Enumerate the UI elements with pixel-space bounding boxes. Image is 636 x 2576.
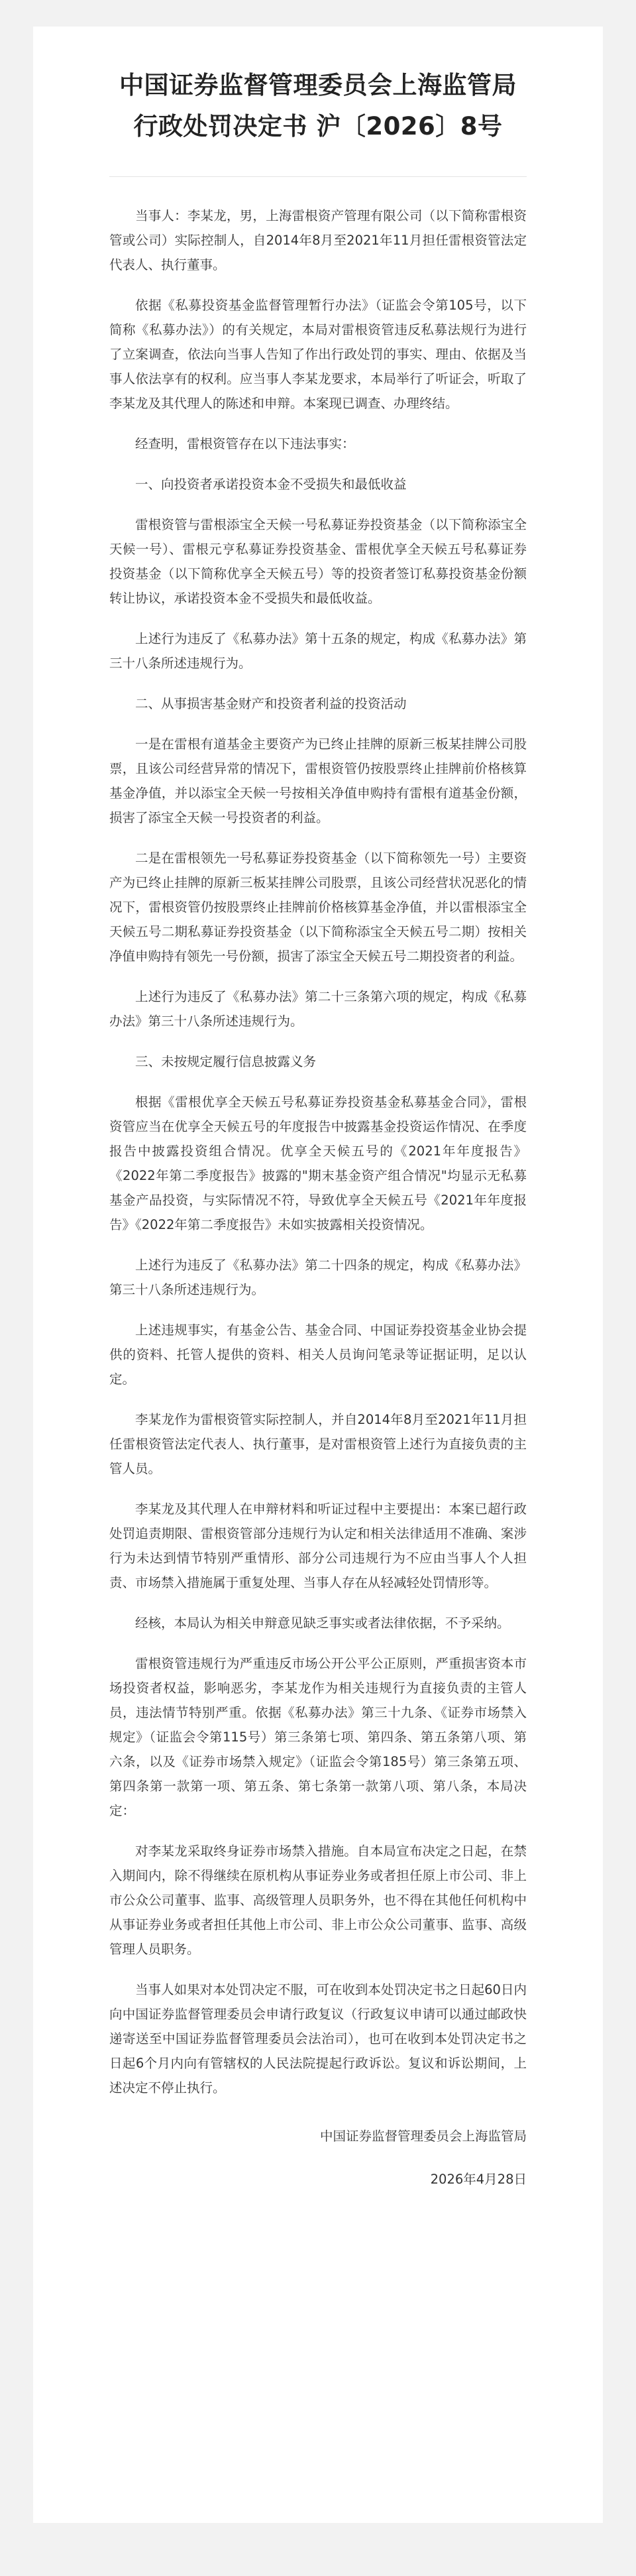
title-divider bbox=[109, 176, 527, 177]
paragraph-review: 经核，本局认为相关申辩意见缺乏事实或者法律依据，不予采纳。 bbox=[135, 1615, 510, 1631]
issuing-authority: 中国证券监督管理委员会上海监管局 bbox=[319, 2129, 527, 2144]
paragraph-violation-2: 上述行为违反了《私募办法》第二十三条第六项的规定，构成《私募办法》第三十八条所述违规行为。 bbox=[109, 989, 527, 1029]
paragraph-decision: 对李某龙采取终身证券市场禁入措施。自本局宣布决定之日起，在禁入期间内，除不得继续在原机构从事证券业务或者担任原上市公司、非上市公众公司董事、监事、高级管理人员职务外，也不得在其他任何机构中从事证券业务或者担任其他上市公司、非上市公众公司董事、监事、高级管理人员职务。 bbox=[109, 1844, 527, 1957]
document-title bbox=[109, 65, 527, 147]
document-body bbox=[109, 204, 527, 2100]
paragraph-fact-3: 根据《雷根优享全天候五号私募证券投资基金私募基金合同》，雷根资管应当在优享全天候五号的年度报告中披露基金投资运作情况、在季度报告中披露投资组合情况。优享全天候五号的《2021年年度报告》《2022年第二季度报告》披露的"期末基金资产组合情况"均显示无私募基金产品投资，与实际情况不符，导致优享全天候五号《2021年年度报告》《2022年第二季度报告》未如实披露相关投资情况。 bbox=[109, 1094, 527, 1232]
paragraph-party: 当事人：李某龙，男，上海雷根资产管理有限公司（以下简称雷根资管或公司）实际控制人，自2014年8月至2021年11月担任雷根资管法定代表人、执行董事。 bbox=[109, 208, 527, 272]
paragraph-fact-2a: 一是在雷根有道基金主要资产为已终止挂牌的原新三板某挂牌公司股票，且该公司经营异常的情况下，雷根资管仍按股票终止挂牌前价格核算基金净值，并以添宝全天候一号按相关净值申购持有雷根有道基金份额，损害了添宝全天候一号投资者的利益。 bbox=[109, 736, 527, 825]
paragraph-appeal: 当事人如果对本处罚决定不服，可在收到本处罚决定书之日起60日内向中国证券监督管理委员会申请行政复议（行政复议申请可以通过邮政快递寄送至中国证券监督管理委员会法治司），也可在收到本处罚决定书之日起6个月内向有管辖权的人民法院提起行政诉讼。复议和诉讼期间，上述决定不停止执行。 bbox=[109, 1982, 527, 2095]
section-heading-1: 一、向投资者承诺投资本金不受损失和最低收益 bbox=[135, 477, 407, 492]
paragraph-basis: 依据《私募投资基金监督管理暂行办法》（证监会令第105号，以下简称《私募办法》）的有关规定，本局对雷根资管违反私募法规行为进行了立案调查，依法向当事人告知了作出行政处罚的事实、理由、依据及当事人依法享有的权利。应当事人李某龙要求，本局举行了听证会，听取了李某龙及其代理人的陈述和申辩。本案现已调查、办理终结。 bbox=[109, 298, 527, 411]
paragraph-violation-3: 上述行为违反了《私募办法》第二十四条的规定，构成《私募办法》第三十八条所述违规行为。 bbox=[109, 1258, 527, 1297]
paragraph-legal-basis: 雷根资管违规行为严重违反市场公开公平公正原则，严重损害资本市场投资者权益，影响恶劣，李某龙作为相关违规行为直接负责的主管人员，违法情节特别严重。依据《私募办法》第三十九条、《证券市场禁入规定》（证监会令第115号）第三条第七项、第四条、第五条第八项、第六条，以及《证券市场禁入规定》（证监会令第185号）第三条第五项、第四条第一款第一项、第五条、第七条第一款第八项、第八条，本局决定： bbox=[109, 1656, 527, 1818]
document-title-line-1: 中国证券监督管理委员会上海监管局 bbox=[119, 71, 517, 99]
section-heading-2: 二、从事损害基金财产和投资者利益的投资活动 bbox=[135, 696, 407, 711]
paragraph-fact-1: 雷根资管与雷根添宝全天候一号私募证券投资基金（以下简称添宝全天候一号）、雷根元亨私募证券投资基金、雷根优享全天候五号私募证券投资基金（以下简称优享全天候五号）等的投资者签订私募投资基金份额转让协议，承诺投资本金不受损失和最低收益。 bbox=[109, 517, 527, 606]
document-title-line-2: 行政处罚决定书 沪〔2026〕8号 bbox=[133, 112, 503, 141]
paragraph-evidence: 上述违规事实，有基金公告、基金合同、中国证券投资基金业协会提供的资料、托管人提供的资料、相关人员询问笔录等证据证明，足以认定。 bbox=[109, 1322, 527, 1387]
section-heading-3: 三、未按规定履行信息披露义务 bbox=[135, 1054, 317, 1069]
paragraph-violation-1: 上述行为违反了《私募办法》第十五条的规定，构成《私募办法》第三十八条所述违规行为。 bbox=[109, 631, 527, 671]
document-page bbox=[33, 27, 603, 2523]
paragraph-responsibility: 李某龙作为雷根资管实际控制人，并自2014年8月至2021年11月担任雷根资管法定代表人、执行董事，是对雷根资管上述行为直接负责的主管人员。 bbox=[109, 1412, 527, 1476]
issue-date: 2026年4月28日 bbox=[430, 2172, 527, 2187]
paragraph-defense: 李某龙及其代理人在申辩材料和听证过程中主要提出：本案已超行政处罚追责期限、雷根资管部分违规行为认定和相关法律适用不准确、案涉行为未达到情节特别严重情形、部分公司违规行为不应由当事人个人担责、市场禁入措施属于重复处理、当事人存在从轻减轻处罚情形等。 bbox=[109, 1501, 527, 1590]
paragraph-findings-intro: 经查明，雷根资管存在以下违法事实： bbox=[135, 436, 355, 451]
paragraph-fact-2b: 二是在雷根领先一号私募证券投资基金（以下简称领先一号）主要资产为已终止挂牌的原新三板某挂牌公司股票，且该公司经营状况恶化的情况下，雷根资管仍按股票终止挂牌前价格核算基金净值，并以雷根添宝全天候五号二期私募证券投资基金（以下简称添宝全天候五号二期）按相关净值申购持有领先一号份额，损害了添宝全天候五号二期投资者的利益。 bbox=[109, 850, 527, 964]
